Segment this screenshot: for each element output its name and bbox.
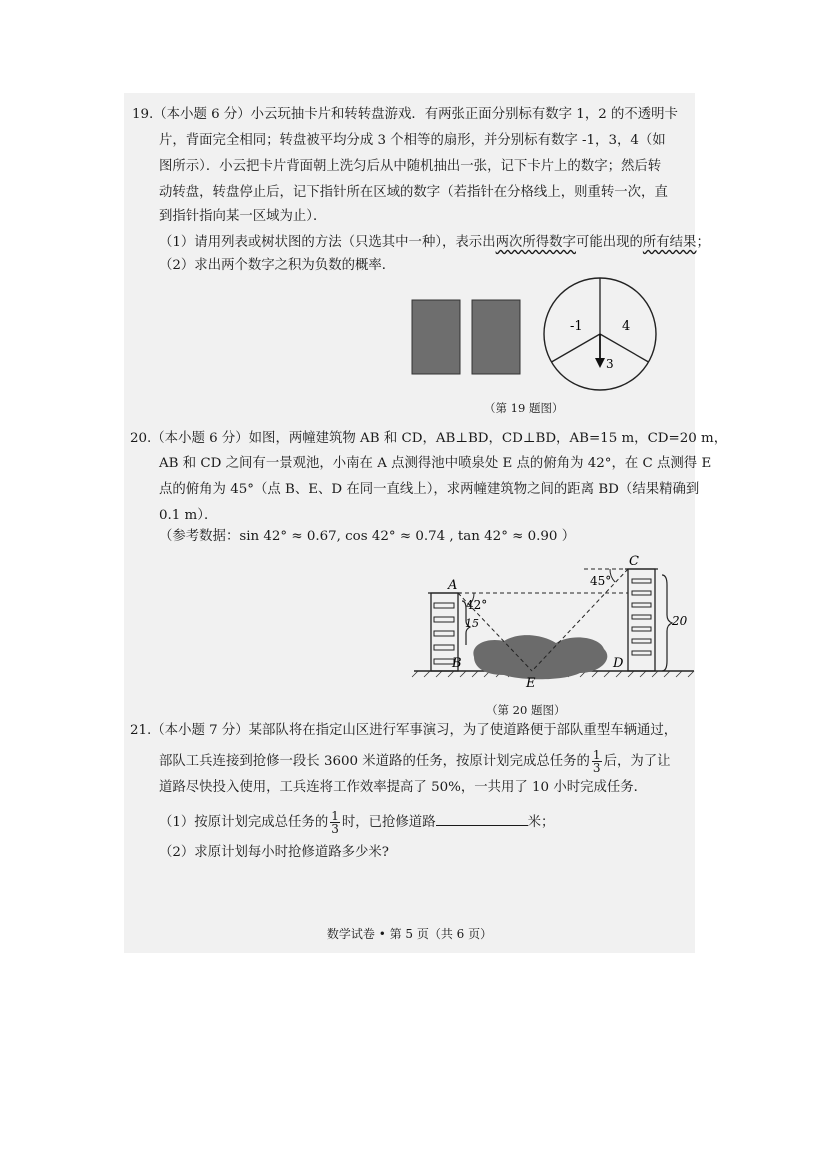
label-d: D xyxy=(613,656,624,671)
q19-line-3: 图所示）．小云把卡片背面朝上洗匀后从中随机抽出一张，记下卡片上的数字；然后转 xyxy=(159,159,662,174)
spinner xyxy=(544,278,656,390)
q21-line-3: 道路尽快投入使用，工兵连将工作效率提高了 50%，一共用了 10 小时完成任务． xyxy=(159,780,648,795)
q21-sub1-text-2: 时，已抢修道路 xyxy=(341,815,436,830)
q20-reference-data: （参考数据：sin 42° ≈ 0.67, cos 42° ≈ 0.74 , tan 42° ≈ 0.90 ） xyxy=(159,529,576,544)
q19-sub1-end: ； xyxy=(696,235,710,250)
card-1 xyxy=(412,300,460,374)
spinner-label-3: 3 xyxy=(606,357,614,371)
q19-line-5: 到指针指向某一区域为止）． xyxy=(159,209,327,224)
q19-sub1-text: （1）请用列表或树状图的方法（只选其中一种），表示出 xyxy=(159,235,496,250)
handwritten-20: 20 xyxy=(672,614,688,628)
q20-line-1: 20.（本小题 6 分）如图，两幢建筑物 AB 和 CD，AB⊥BD，CD⊥BD，AB=15 m，CD=20 m， xyxy=(130,431,728,446)
q21-sub-2: （2）求原计划每小时抢修道路多少米? xyxy=(159,845,389,860)
q20-line-4: 0.1 m）． xyxy=(159,508,218,523)
q19-sub-2: （2）求出两个数字之积为负数的概率． xyxy=(159,258,396,273)
q20-figure xyxy=(404,555,694,695)
spinner-label-4: 4 xyxy=(622,319,631,334)
q19-sub1-text-2: 可能出现的 xyxy=(575,235,643,250)
q21-sub1-text: （1）按原计划完成总任务的 xyxy=(159,815,329,830)
fraction-one-third xyxy=(592,749,602,774)
q21-line-2 xyxy=(159,749,671,774)
q19-line-2: 片，背面完全相同；转盘被平均分成 3 个相等的扇形，并分别标有数字 -1，3，4（如 xyxy=(159,133,666,148)
answer-blank[interactable] xyxy=(436,813,528,826)
label-b: B xyxy=(452,656,462,671)
spinner-label-minus1: -1 xyxy=(570,319,583,334)
handwritten-15: 15 xyxy=(465,617,479,630)
fraction-denominator: 3 xyxy=(331,822,339,836)
label-c: C xyxy=(629,554,639,569)
q20-line-2: AB 和 CD 之间有一景观池，小南在 A 点测得池中喷泉处 E 点的俯角为 42°，在 C 点测得 E xyxy=(159,456,712,471)
fraction-numerator: 1 xyxy=(331,809,339,823)
scanned-exam-page xyxy=(124,93,728,953)
spinner-divider xyxy=(552,334,601,362)
page-footer: 数学试卷 • 第 5 页（共 6 页） xyxy=(326,927,493,941)
q19-figure xyxy=(404,268,664,408)
label-e: E xyxy=(526,676,536,691)
q21-line-2-tail: 后，为了让 xyxy=(603,754,671,769)
card-2 xyxy=(472,300,520,374)
fraction-one-third xyxy=(330,810,340,835)
q21-sub-1 xyxy=(159,810,554,835)
q19-sub1-wavy-underline-1: 两次所得数字 xyxy=(495,235,576,250)
q19-line-4: 动转盘，转盘停止后，记下指针所在区域的数字（若指针在分格线上，则重转一次，直 xyxy=(159,185,668,200)
fraction-numerator: 1 xyxy=(592,748,601,762)
q19-sub1-wavy-underline-2: 所有结果 xyxy=(642,235,697,250)
fraction-denominator: 3 xyxy=(592,761,601,775)
brace-cd-icon xyxy=(662,575,672,671)
q20-line-3: 点的俯角为 45°（点 B、E、D 在同一直线上），求两幢建筑物之间的距离 BD（结果精确到 xyxy=(159,482,700,497)
figure-20-caption: （第 20 题图） xyxy=(486,703,566,717)
angle-45-label: 45° xyxy=(590,574,612,588)
q21-line-2-text: 部队工兵连接到抢修一段长 3600 米道路的任务，按原计划完成总任务的 xyxy=(159,754,590,769)
q19-line-1: 19.（本小题 6 分）小云玩抽卡片和转转盘游戏．有两张正面分别标有数字 1，2 的不透明卡 xyxy=(132,107,678,122)
q19-sub-1 xyxy=(159,234,710,251)
q21-sub1-unit: 米； xyxy=(527,815,555,830)
q21-line-1: 21.（本小题 7 分）某部队将在指定山区进行军事演习，为了使道路便于部队重型车辆通过， xyxy=(130,723,678,738)
building-cd xyxy=(625,569,658,671)
pointer-arrow-icon xyxy=(595,358,605,368)
label-a: A xyxy=(448,578,458,593)
figure-19-caption: （第 19 题图） xyxy=(484,401,564,415)
angle-42-label: 42° xyxy=(466,598,488,612)
pond xyxy=(473,635,607,679)
